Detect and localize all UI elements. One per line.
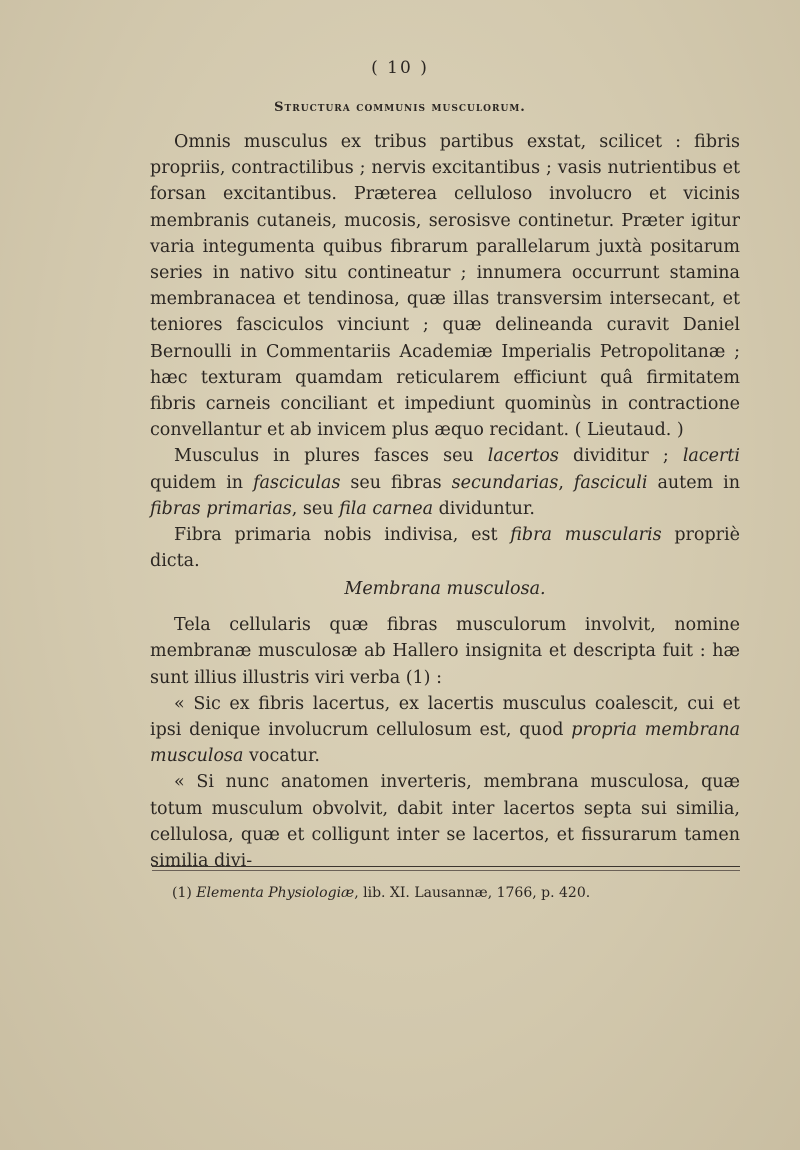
membrane-section <box>150 562 740 874</box>
paragraph: Tela cellularis quæ fibras musculorum involvit, nomine membranæ musculosæ ab Hallero insignita et descripta fuit : hæ sunt illius illustris viri verba (1) : <box>150 615 740 688</box>
subheading: Membrana musculosa. <box>344 579 546 599</box>
footnote-divider-secondary <box>152 870 740 871</box>
main-text <box>150 129 740 574</box>
paragraph: Fibra primaria nobis indivisa, est fibra muscularis propriè dicta. <box>150 525 740 572</box>
section-heading: Structura communis musculorum. <box>274 100 526 115</box>
page-number: ( 10 ) <box>371 58 429 78</box>
paragraph: « Si nunc anatomen inverteris, membrana musculosa, quæ totum musculum obvolvit, dabit inter lacertos septa sui similia, cellulosa, quæ et colligunt inter se lacertos, et fissurarum tamen similia divi- <box>150 772 740 872</box>
footnote: (1) Elementa Physiologiæ, lib. XI. Lausannæ, 1766, p. 420. <box>172 885 591 901</box>
paragraph: « Sic ex fibris lacertus, ex lacertis musculus coalescit, cui et ipsi denique involucrum cellulosum est, quod propria membrana musculosa vocatur. <box>150 693 740 767</box>
paragraph: Omnis musculus ex tribus partibus exstat, scilicet : fibris propriis, contractilibus ; nervis excitantibus ; vasis nutrientibus et forsan excitantibus. Præterea celluloso involucro et vicinis membranis cutaneis, mucosis, serosisve continetur. Præter igitur varia integumenta quibus fibrarum parallelarum juxtà positarum series in nativo situ contineatur ; innumera occurrunt stamina membranacea et tendinosa, quæ illas transversim intersecant, et teniores fasciculos vinciunt ; quæ delineanda curavit Daniel Bernoulli in Commentariis Academiæ Imperialis Petropolitanæ ; hæc texturam quamdam reticularem efficiunt quâ firmitatem fibris carneis conciliant et impediunt quominùs in contractione convellantur et ab invicem plus æquo recidant. ( Lieutaud. ) <box>150 132 740 441</box>
footnote-divider <box>152 866 740 867</box>
paragraph: Musculus in plures fasces seu lacertos dividitur ; lacerti quidem in fasciculas seu fibras secundarias, fasciculi autem in fibras primarias, seu fila carnea dividuntur. <box>150 446 740 519</box>
